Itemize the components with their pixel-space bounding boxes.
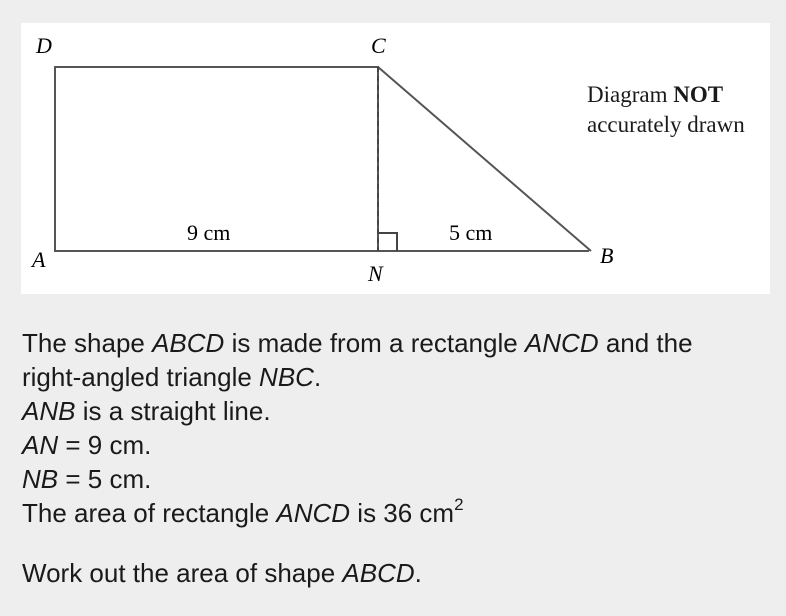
text: The area of rectangle <box>22 498 277 528</box>
vertex-label-b: B <box>600 243 614 268</box>
note-bold: NOT <box>673 82 724 107</box>
text: is made from a rectangle <box>224 328 525 358</box>
text: is 36 cm <box>350 498 455 528</box>
shape-name: ANCD <box>524 328 599 358</box>
question-line-6 <box>22 496 772 530</box>
shape-name: ANB <box>22 396 76 426</box>
question-line-3 <box>22 394 772 428</box>
text: = 9 cm. <box>58 430 152 460</box>
question-line-1 <box>22 326 772 360</box>
question-line-2 <box>22 360 772 394</box>
question-line-5 <box>22 462 772 496</box>
note-prefix: Diagram <box>587 82 674 107</box>
note-line-1 <box>587 80 745 110</box>
text: Work out the area of shape <box>22 558 343 588</box>
text: . <box>414 558 422 588</box>
shape-name: ANCD <box>276 498 351 528</box>
vertex-label-a: A <box>32 247 46 272</box>
text: . <box>313 362 322 392</box>
question-text <box>22 326 772 590</box>
vertex-label-n: N <box>368 261 383 286</box>
shape-name: NBC <box>259 362 314 392</box>
right-angle-marker <box>378 233 397 251</box>
measurement-nb: 5 cm <box>449 220 493 245</box>
text: The shape <box>22 328 153 358</box>
spacer <box>22 530 772 556</box>
diagram-svg <box>21 23 770 294</box>
shape-name: ABCD <box>152 328 225 358</box>
vertex-label-d: D <box>36 33 52 58</box>
diagram-note <box>587 80 745 140</box>
text: right-angled triangle <box>22 362 260 392</box>
diagram-panel <box>21 23 770 294</box>
vertex-label-c: C <box>371 33 386 58</box>
segment-name: AN <box>22 430 59 460</box>
shape-name: ABCD <box>342 558 415 588</box>
segment-name: NB <box>22 464 59 494</box>
text: and the <box>598 328 693 358</box>
question-line-4 <box>22 428 772 462</box>
text: is a straight line. <box>75 396 271 426</box>
question-line-7 <box>22 556 772 590</box>
measurement-an: 9 cm <box>187 220 231 245</box>
note-line-2: accurately drawn <box>587 112 745 137</box>
superscript: 2 <box>454 495 464 515</box>
text: = 5 cm. <box>58 464 152 494</box>
